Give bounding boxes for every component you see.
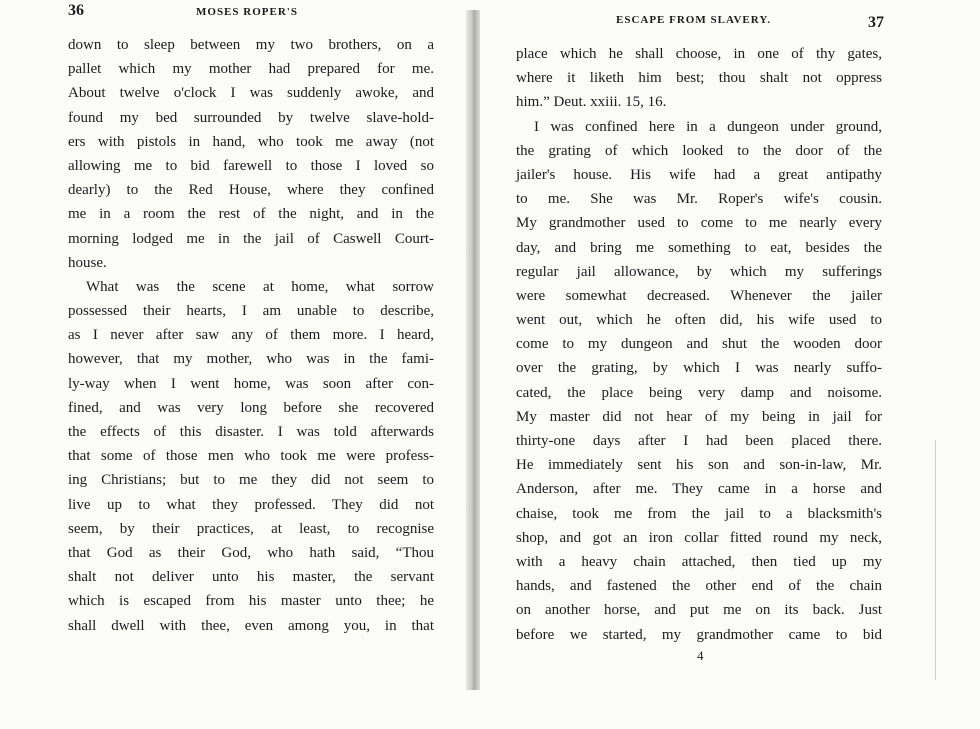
text-line: that some of those men who took me were profess-: [68, 448, 434, 465]
text-line: dearly) to the Red House, where they confined: [68, 182, 434, 199]
text-line: place which he shall choose, in one of thy gates,: [516, 46, 882, 62]
text-line: before we started, my grandmother came to bid: [516, 626, 882, 643]
text-line: shalt not deliver unto his master, the servant: [68, 569, 434, 586]
text-line: I was confined here in a dungeon under ground,: [534, 118, 882, 135]
text-line: as I never after saw any of them more. I heard,: [68, 327, 434, 344]
book-gutter: [466, 10, 480, 690]
text-line: shop, and got an iron collar fitted round my neck,: [516, 529, 882, 546]
text-line: Anderson, after me. They came in a horse and: [516, 481, 882, 498]
signature-mark: 4: [697, 648, 704, 663]
text-line: me in a room the rest of the night, and in the: [68, 206, 434, 223]
text-line: thirty-one days after I had been placed there.: [516, 433, 882, 449]
text-line: where it liketh him best; thou shalt not oppress: [516, 70, 882, 87]
text-line: allowing me to bid farewell to those I loved so: [68, 157, 434, 174]
left-page: [0, 0, 466, 729]
page-edge-mark: [935, 440, 936, 680]
text-line: day, and bring me something to eat, besides the: [516, 239, 882, 256]
text-line: fined, and was very long before she recovered: [68, 399, 434, 416]
text-line: with a heavy chain attached, then tied up my: [516, 553, 882, 570]
right-page: [480, 0, 980, 729]
text-line: shall dwell with thee, even among you, in that: [68, 617, 434, 634]
text-line: My master did not hear of my being in jail for: [516, 408, 882, 425]
text-line: morning lodged me in the jail of Caswell Court-: [68, 230, 434, 247]
text-line: on another horse, and put me on its back. Just: [516, 602, 882, 619]
text-line: live up to what they professed. They did not: [68, 496, 434, 513]
text-line: possessed their hearts, I am unable to describe,: [68, 303, 434, 320]
text-line: over the grating, by which I was nearly suffo-: [516, 360, 882, 377]
text-line: About twelve o'clock I was suddenly awoke, and: [68, 85, 434, 102]
left-page-number: 36: [68, 2, 84, 19]
text-line: however, that my mother, who was in the fami-: [68, 351, 434, 368]
text-line: the effects of this disaster. I was told afterwards: [68, 424, 434, 440]
text-line: jailer's house. His wife had a great antipathy: [516, 166, 882, 183]
text-line: cated, the place being very damp and noisome.: [516, 384, 882, 401]
text-line: come to my dungeon and shut the wooden door: [516, 336, 882, 353]
text-line: him.” Deut. xxiii. 15, 16.: [516, 94, 667, 111]
text-line: which is escaped from his master unto thee; he: [68, 593, 434, 610]
text-line: found my bed surrounded by twelve slave-hold-: [68, 109, 434, 126]
left-page-text: [68, 33, 434, 638]
text-line: ers with pistols in hand, who took me away (not: [68, 133, 434, 150]
right-page-text: [516, 42, 882, 647]
text-line: to me. She was Mr. Roper's wife's cousin.: [516, 191, 882, 208]
text-line: seem, by their practices, at least, to recognise: [68, 520, 434, 537]
text-line: down to sleep between my two brothers, on a: [68, 37, 434, 53]
text-line: that God as their God, who hath said, “Thou: [68, 544, 434, 561]
text-line: house.: [68, 254, 107, 271]
text-line: hands, and fastened the other end of the chain: [516, 578, 882, 595]
text-line: went out, which he often did, his wife used to: [516, 312, 882, 329]
text-line: the grating of which looked to the door of the: [516, 142, 882, 159]
text-line: What was the scene at home, what sorrow: [86, 278, 434, 295]
right-running-head: ESCAPE FROM SLAVERY.: [616, 14, 772, 26]
text-line: pallet which my mother had prepared for me.: [68, 61, 434, 78]
text-line: were somewhat decreased. Whenever the jailer: [516, 287, 882, 304]
text-line: chaise, took me from the jail to a blacksmith's: [516, 505, 882, 522]
text-line: regular jail allowance, by which my sufferings: [516, 263, 882, 280]
left-running-head: MOSES ROPER'S: [196, 6, 298, 18]
text-line: He immediately sent his son and son-in-law, Mr.: [516, 457, 882, 474]
text-line: ing Christians; but to me they did not seem to: [68, 472, 434, 489]
text-line: My grandmother used to come to me nearly every: [516, 215, 882, 232]
text-line: ly-way when I went home, was soon after con-: [68, 375, 434, 392]
right-page-number: 37: [868, 14, 884, 31]
